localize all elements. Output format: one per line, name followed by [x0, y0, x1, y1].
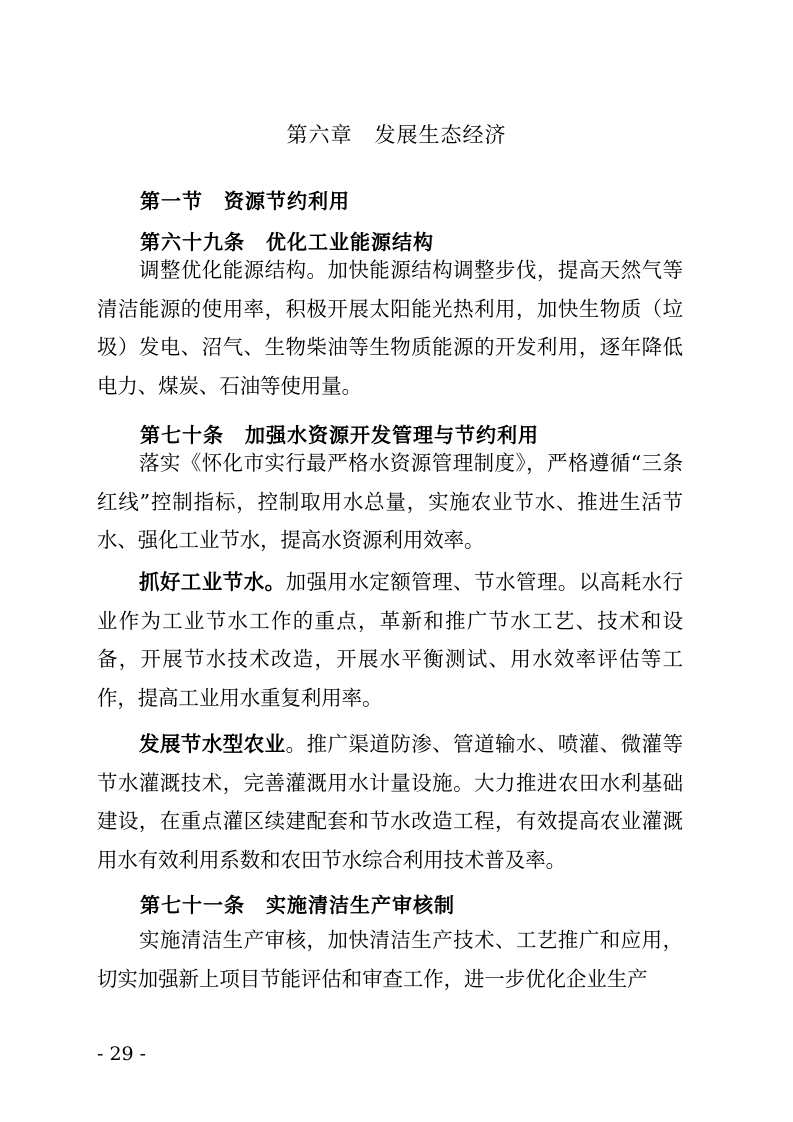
article-71-title: 第七十一条 实施清洁生产审核制: [140, 893, 455, 917]
agri-lead: 发展节水型农业: [139, 732, 286, 756]
article-71-body: 实施清洁生产审核，加快清洁生产技术、工艺推广和应用，切实加强新上项目节能评估和审查工作，进一步优化企业生产: [97, 928, 683, 991]
article-69-body: 调整优化能源结构。加快能源结构调整步伐，提高天然气等清洁能源的使用率，积极开展太阳能光热利用，加快生物质（垃圾）发电、沼气、生物柴油等生物质能源的开发利用，逐年降低电力、煤炭、石油等使用量。: [97, 258, 683, 398]
article-70-industry-paragraph: [97, 563, 683, 717]
article-70-title: 第七十条 加强水资源开发管理与节约利用: [140, 423, 539, 447]
article-69-title: 第六十九条 优化工业能源结构: [140, 230, 434, 254]
chapter-title: 第六章 发展生态经济: [286, 123, 507, 147]
page-number: - 29 -: [97, 1043, 147, 1065]
industry-body: 加强用水定额管理、节水管理。以高耗水行业作为工业节水工作的重点，革新和推广节水工艺、技术和设备，开展节水技术改造，开展水平衡测试、用水效率评估等工作，提高工业用水重复利用率。: [97, 570, 684, 710]
agri-body: 。推广渠道防渗、管道输水、喷灌、微灌等节水灌溉技术，完善灌溉用水计量设施。大力推进农田水利基础建设，在重点灌区续建配套和节水改造工程，有效提高农业灌溉用水有效利用系数和农田节水综合利用技术普及率。: [97, 732, 684, 872]
industry-lead: 抓好工业节水。: [139, 570, 286, 594]
section-title: 第一节 资源节约利用: [140, 189, 350, 213]
article-70-body: 落实《怀化市实行最严格水资源管理制度》，严格遵循“三条红线”控制指标，控制取用水总量，实施农业节水、推进生活节水、强化工业节水，提高水资源利用效率。: [97, 451, 683, 552]
article-70-agri-paragraph: [97, 725, 683, 879]
